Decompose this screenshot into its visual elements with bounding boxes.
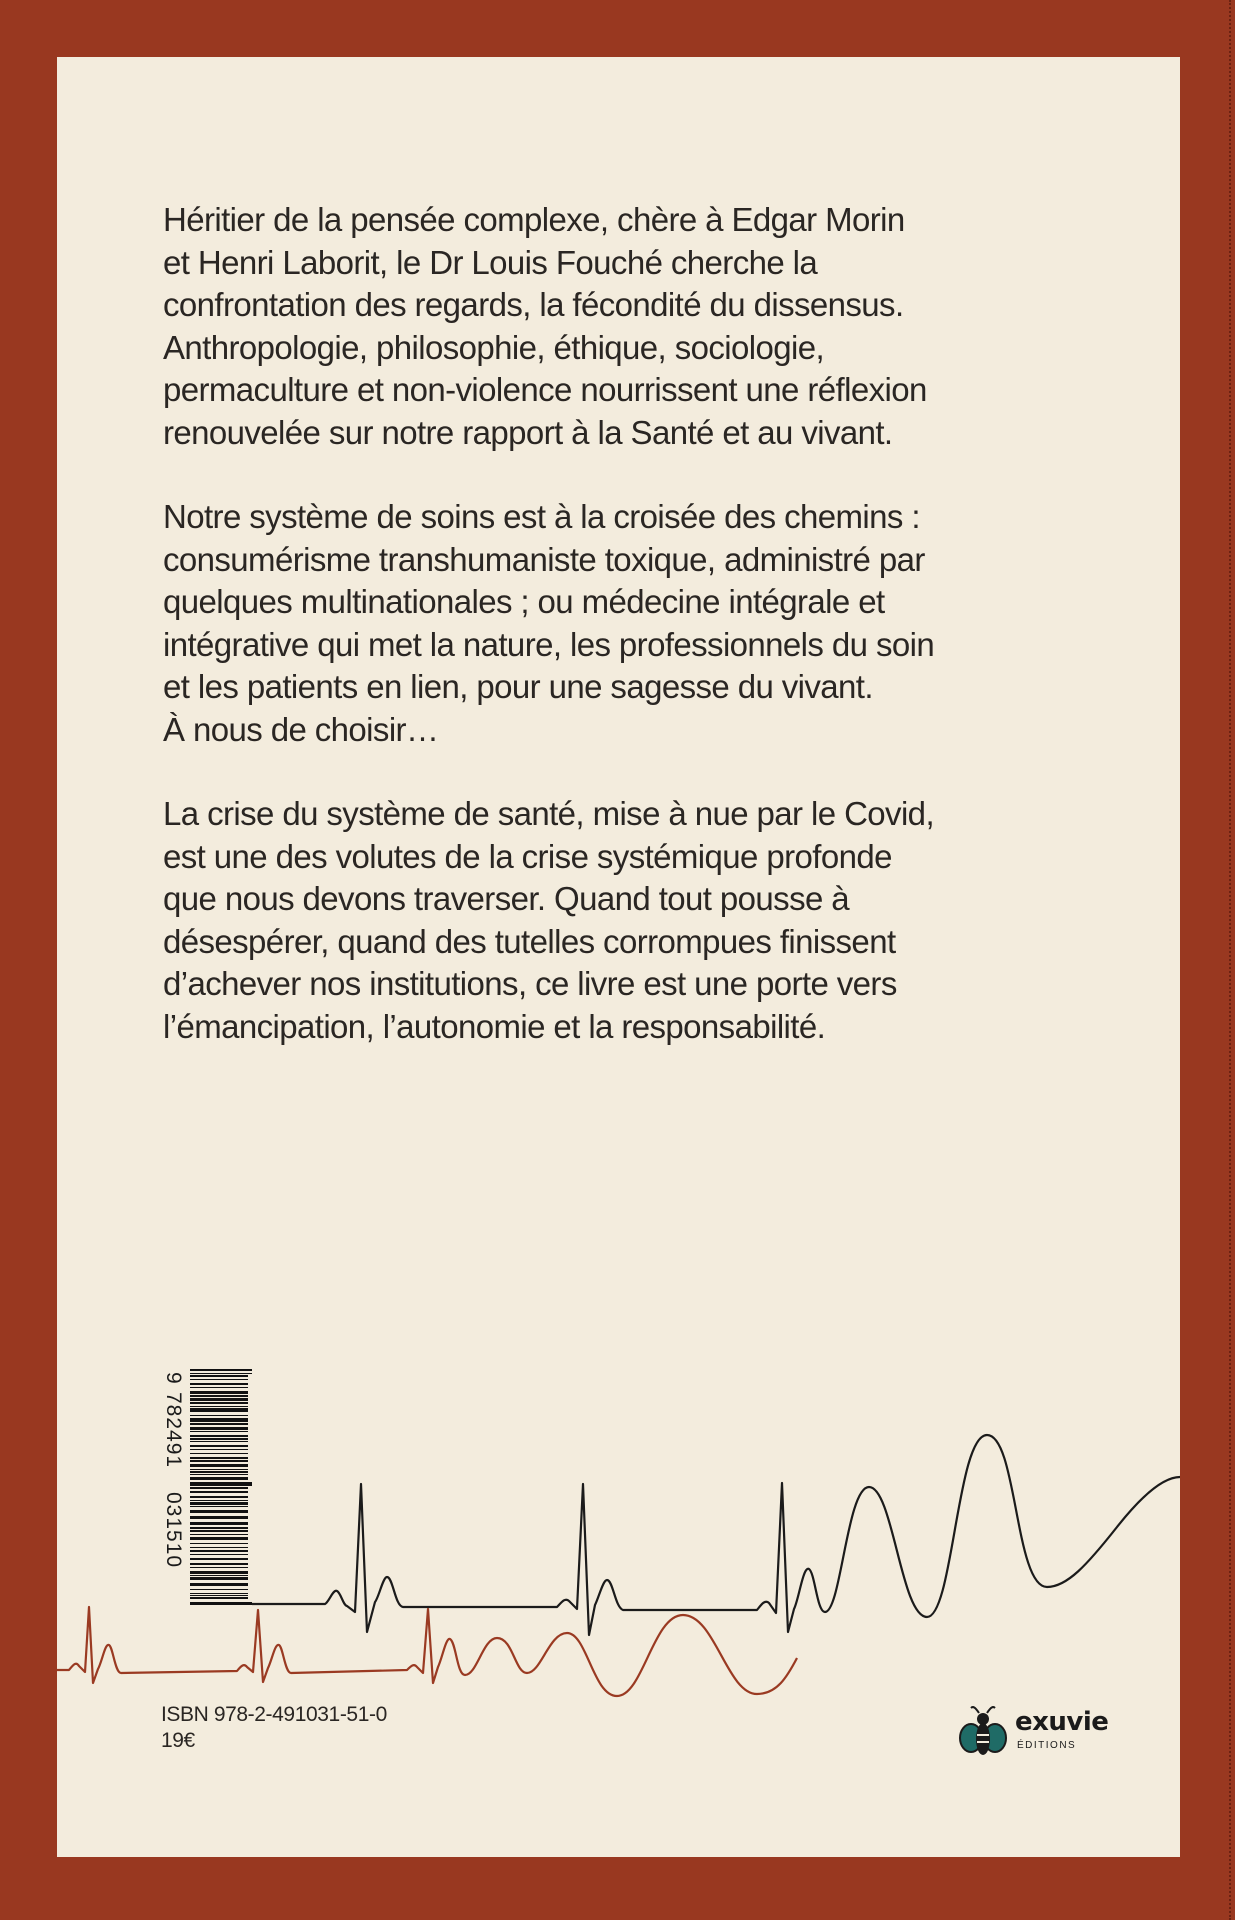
barcode-bar: [190, 1593, 248, 1594]
barcode-bar: [190, 1474, 248, 1475]
trim-edge-marks: [1229, 0, 1231, 1920]
back-cover-panel: [57, 57, 1180, 1857]
blurb-paragraph-1: Héritier de la pensée complexe, chère à Edgar Morin et Henri Laborit, le Dr Louis Fouché cherche la confrontation des regards, la fécondité du dissensus. Anthropologie, philosophie, éthique, sociologie, permaculture et non-violence nourrissent une réflexion renouvelée sur notre rapport à la Santé et au vivant.: [163, 201, 927, 451]
barcode-bar: [190, 1558, 248, 1560]
barcode-bar: [190, 1402, 248, 1404]
barcode-bar: [190, 1516, 248, 1519]
blurb-paragraph-3: La crise du système de santé, mise à nue par le Covid, est une des volutes de la crise systémique profonde que nous devons traverser. Quand tout pousse à désespérer, quand des tutelles corrompues finissent d’achever nos institutions, ce livre est une porte vers l’émancipation, l’autonomie et la responsabilité.: [163, 795, 935, 1045]
barcode-bar: [190, 1441, 248, 1442]
barcode-bar: [190, 1506, 248, 1507]
barcode-bar: [190, 1510, 248, 1513]
barcode-bar: [190, 1522, 248, 1525]
barcode-bar: [190, 1502, 248, 1505]
barcode-bar: [190, 1379, 248, 1380]
barcode-first-digit: 9: [163, 1372, 185, 1384]
barcode-bar: [190, 1543, 248, 1544]
barcode-bar: [190, 1460, 248, 1462]
barcode-bar: [190, 1550, 248, 1552]
barcode-bar: [190, 1547, 248, 1548]
barcode-bar: [190, 1567, 248, 1568]
publisher-subtitle: ÉDITIONS: [1017, 1740, 1077, 1751]
barcode-bar: [190, 1391, 248, 1394]
barcode-left-digits: 782491: [163, 1392, 185, 1469]
book-info: [161, 1702, 387, 1754]
barcode-bar: [190, 1457, 248, 1459]
publisher-logo: [957, 1705, 1127, 1760]
barcode-bar: [190, 1415, 248, 1416]
barcode-bar: [190, 1496, 248, 1498]
barcode-bar: [190, 1575, 248, 1576]
barcode-bar: [190, 1423, 248, 1425]
barcode-bar: [190, 1369, 252, 1371]
barcode-bar: [190, 1398, 248, 1401]
barcode-bar: [190, 1583, 248, 1586]
barcode-bar: [190, 1438, 248, 1440]
barcode-bar: [190, 1577, 248, 1580]
barcode-bar: [190, 1464, 248, 1467]
bee-icon: [957, 1705, 1009, 1761]
barcode-bar: [190, 1554, 248, 1555]
isbn-text: ISBN 978-2-491031-51-0: [161, 1703, 387, 1726]
barcode-bar: [190, 1445, 248, 1447]
barcode-bar: [190, 1387, 248, 1388]
barcode-bar: [190, 1427, 248, 1430]
barcode-graphic: [163, 1367, 283, 1605]
isbn-barcode: [163, 1367, 283, 1605]
barcode-bar: [190, 1406, 248, 1407]
barcode-bar: [190, 1375, 248, 1377]
barcode-bar: [190, 1469, 248, 1470]
publisher-name: exuvie: [1015, 1707, 1109, 1737]
barcode-bar: [190, 1602, 252, 1605]
barcode-bar: [190, 1383, 248, 1385]
barcode-bar: [190, 1449, 248, 1450]
barcode-bar: [190, 1597, 248, 1599]
barcode-bar: [190, 1477, 248, 1480]
ecg-line-black: [252, 1435, 1180, 1635]
blurb-paragraph-2: Notre système de soins est à la croisée des chemins : consumérisme transhumaniste toxique, administré par quelques multinationales ; ou médecine intégrale et intégrative qui met la nature, les professionnels du soin et les patients en lien, pour une sagesse du vivant. À nous de choisir…: [163, 498, 935, 748]
barcode-bar: [190, 1418, 248, 1422]
barcode-right-digits: 031510: [163, 1492, 185, 1569]
barcode-bar: [190, 1537, 248, 1540]
barcode-bar: [190, 1534, 248, 1535]
barcode-bar: [190, 1482, 252, 1486]
barcode-bar: [190, 1373, 252, 1374]
barcode-bar: [190, 1453, 248, 1454]
barcode-bar: [190, 1563, 248, 1565]
barcode-bar: [190, 1435, 248, 1437]
barcode-bar: [190, 1589, 248, 1590]
barcode-bars: [190, 1369, 252, 1605]
barcode-bar: [190, 1487, 248, 1489]
barcode-bar: [190, 1530, 248, 1532]
price-text: 19€: [161, 1729, 195, 1752]
barcode-bar: [190, 1491, 248, 1493]
ecg-line-red: [57, 1607, 797, 1696]
barcode-bar: [190, 1595, 248, 1596]
barcode-bar: [190, 1571, 248, 1574]
barcode-bar: [190, 1431, 248, 1432]
barcode-bar: [190, 1395, 248, 1397]
barcode-bar: [190, 1408, 248, 1412]
barcode-bar: [190, 1500, 248, 1501]
barcode-bar: [190, 1527, 248, 1529]
barcode-bar: [190, 1471, 248, 1473]
